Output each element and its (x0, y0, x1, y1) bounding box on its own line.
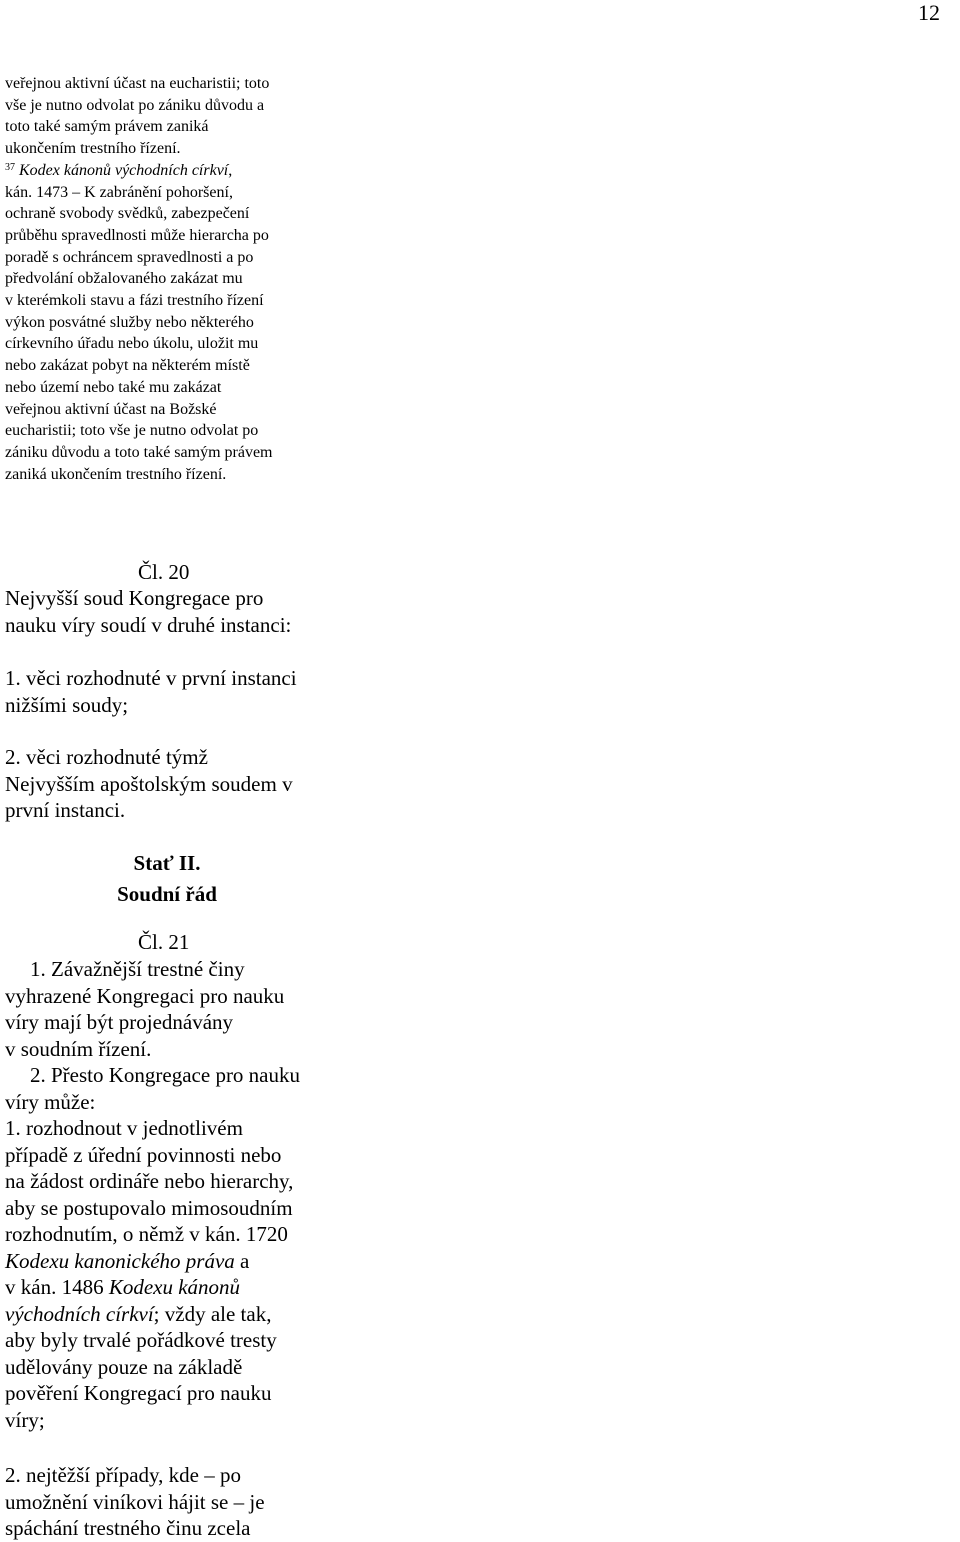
text-span: 1. Závažnější trestné činy (30, 957, 245, 981)
article-20-intro (5, 585, 291, 638)
text-line (5, 1301, 300, 1328)
article-20-item-1 (5, 665, 297, 718)
text-line: případě z úřední povinnosti nebo (5, 1142, 282, 1167)
text-line: víry může: (5, 1089, 96, 1114)
text-line: veřejnou aktivní účast na Božské (5, 400, 217, 418)
text-line: nauku víry soudí v druhé instanci: (5, 612, 292, 637)
text-line (5, 956, 300, 983)
text-line: Nejvyšší soud Kongregace pro (5, 586, 264, 610)
text-line: spáchání trestného činu zcela (5, 1516, 251, 1540)
text-line: veřejnou aktivní účast na eucharistii; toto (5, 75, 270, 92)
text-line: 1. věci rozhodnuté v první instanci (5, 666, 297, 690)
text-line: poradě s ochráncem spravedlnosti a po (5, 248, 254, 266)
text-line: víry mají být projednávány (5, 1010, 234, 1034)
text-line: v kterémkoli stavu a fázi trestního řízení (5, 292, 264, 310)
code-title: východních církví (5, 1301, 154, 1326)
text-line (5, 1248, 300, 1275)
text-span: v kán. 1486 (5, 1275, 109, 1299)
text-line: aby se postupovalo mimosoudním (5, 1195, 293, 1220)
text-line: na žádost ordináře nebo hierarchy, (5, 1169, 294, 1193)
section-number: Stať II. (133, 851, 201, 875)
text-line: aby byly trvalé pořádkové tresty (5, 1328, 277, 1352)
text-line: 1. rozhodnout v jednotlivém (5, 1116, 243, 1140)
text-span: a (234, 1248, 250, 1273)
footnote-block (5, 73, 272, 485)
text-line: kán. 1473 – K zabránění pohoršení, (5, 183, 233, 201)
text-line: ochraně svobody svědků, zabezpečení (5, 205, 250, 223)
text-line: eucharistii; toto vše je nutno odvolat po (5, 422, 259, 440)
text-line: zániku důvodu a toto také samým právem (5, 443, 273, 461)
punctuation: , (228, 161, 233, 179)
article-21-item-2 (5, 1462, 265, 1542)
text-line: Nejvyšším apoštolským soudem v (5, 771, 293, 796)
text-line: předvolání obžalovaného zakázat mu (5, 270, 243, 288)
text-line: vše je nutno odvolat po zániku důvodu a (5, 96, 265, 114)
text-span: 2. Přesto Kongregace pro nauku (30, 1063, 301, 1087)
text-line: pověření Kongregací pro nauku (5, 1381, 272, 1405)
text-line: toto také samým právem zaniká (5, 118, 209, 136)
text-line: církevního úřadu nebo úkolu, uložit mu (5, 335, 259, 353)
text-line: vyhrazené Kongregaci pro nauku (5, 983, 285, 1008)
text-line: nebo zakázat pobyt na některém místě (5, 357, 250, 375)
text-line: průběhu spravedlnosti může hierarcha po (5, 226, 269, 244)
text-line: 2. nejtěžší případy, kde – po (5, 1463, 241, 1487)
article-21-heading: Čl. 21 (138, 930, 190, 954)
footnote-mark: 37 (5, 161, 15, 173)
text-line: umožnění viníkovi hájit se – je (5, 1489, 265, 1514)
article-21-paragraph-1 (5, 956, 300, 1433)
text-line (5, 1062, 300, 1089)
text-line: nebo území nebo také mu zakázat (5, 378, 222, 396)
text-line: výkon posvátné služby nebo některého (5, 313, 254, 331)
footnote-heading (5, 160, 272, 182)
text-line (5, 1274, 300, 1301)
text-line: 2. věci rozhodnuté týmž (5, 745, 208, 769)
text-line: nižšími soudy; (5, 692, 129, 717)
page-number: 12 (918, 0, 940, 25)
text-line: rozhodnutím, o němž v kán. 1720 (5, 1222, 288, 1246)
footnote-source-title: Kodex kánonů východních církví (19, 161, 229, 179)
article-20-heading: Čl. 20 (138, 560, 190, 584)
text-line: první instanci. (5, 798, 126, 822)
text-line: v soudním řízení. (5, 1036, 152, 1061)
code-title: Kodexu kánonů (108, 1275, 241, 1299)
section-heading (112, 848, 222, 910)
code-title: Kodexu kanonického práva (5, 1248, 235, 1273)
section-title: Soudní řád (117, 882, 217, 906)
text-line: víry; (5, 1407, 45, 1432)
article-20-item-2 (5, 744, 293, 824)
text-span: ; vždy ale tak, (153, 1301, 272, 1326)
text-line: zaniká ukončením trestního řízení. (5, 465, 227, 483)
text-line: udělovány pouze na základě (5, 1354, 243, 1379)
text-line: ukončením trestního řízení. (5, 140, 181, 158)
